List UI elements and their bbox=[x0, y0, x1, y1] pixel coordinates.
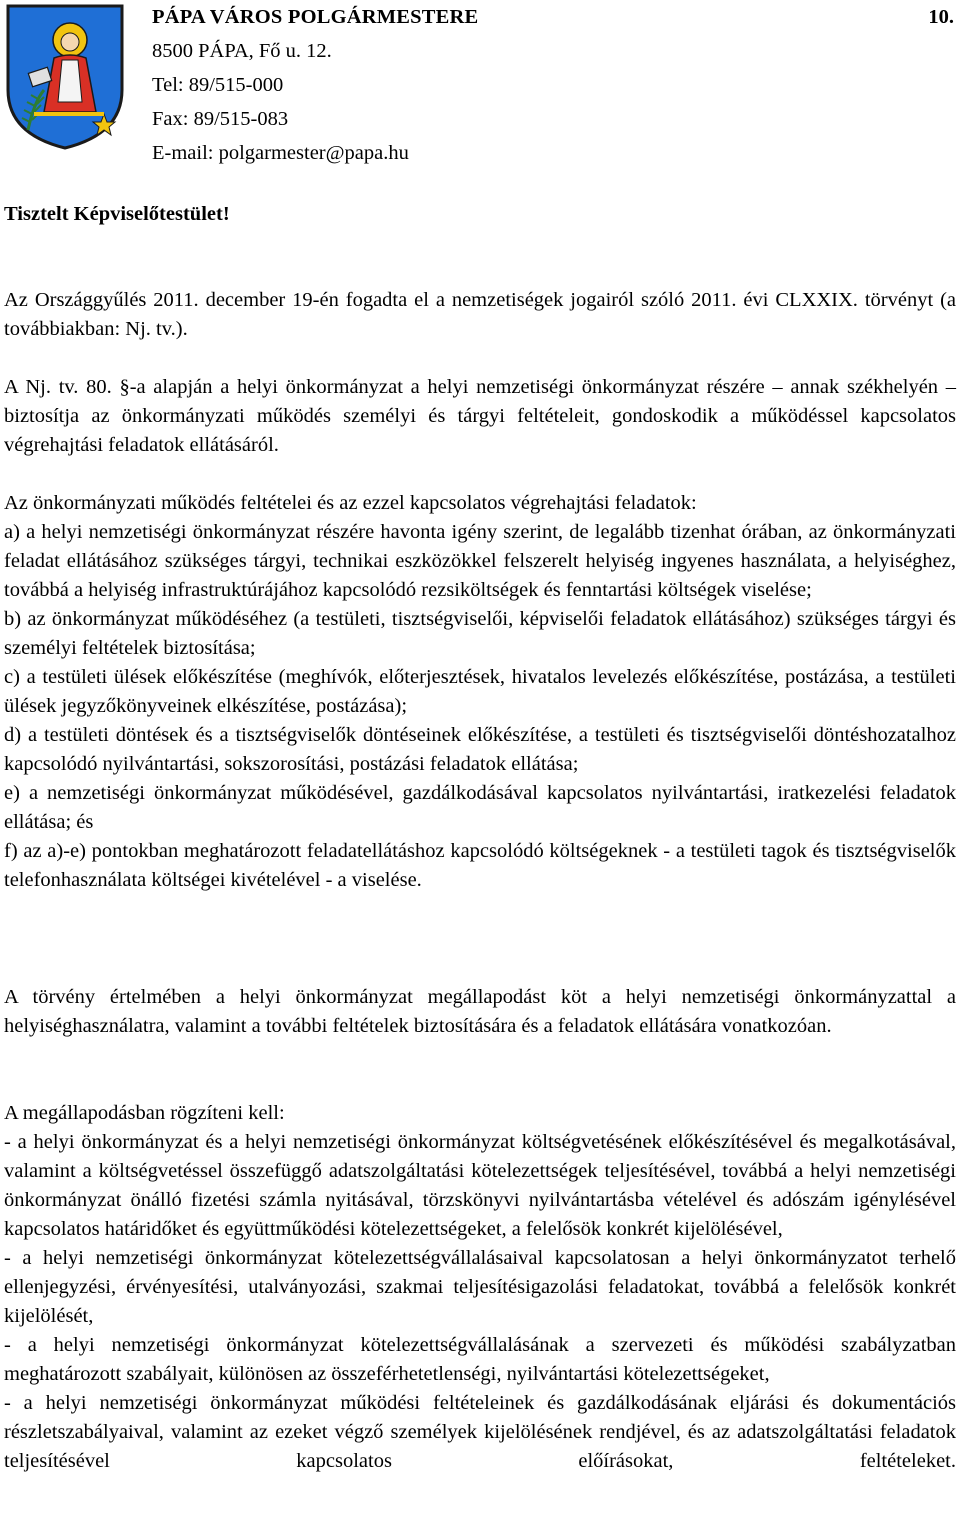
issuer-title: PÁPA VÁROS POLGÁRMESTERE bbox=[152, 6, 479, 28]
condition-item-f: f) az a)-e) pontokban meghatározott feladatellátáshoz kapcsolódó költségeknek - a testületi tagok és tisztségviselők telefonhasználata költségei kivételével - a viselése. bbox=[4, 840, 956, 891]
agreement-content-intro: A megállapodásban rögzíteni kell: bbox=[4, 1102, 285, 1124]
coat-of-arms-icon bbox=[4, 2, 126, 150]
section-80-text: A Nj. tv. 80. §-a alapján a helyi önkormányzat a helyi nemzetiségi önkormányzat részére – annak székhelyén – biztosítja az önkormányzati működés személyi és tárgyi feltételeit, gondoskodik a működéssel kapcsolatos végrehajtási feladatok ellátásáról. bbox=[4, 376, 956, 456]
conditions-section bbox=[4, 489, 956, 895]
condition-item-d: d) a testületi döntések és a tisztségviselők döntéseinek előkészítése, a testületi és tisztségviselői döntéshozatalhoz kapcsolódó nyilvántartási, sokszorosítási, postázási feladatok ellátása; bbox=[4, 724, 956, 775]
city-coat-of-arms bbox=[4, 2, 126, 150]
agreement-content-item: - a helyi önkormányzat és a helyi nemzetiségi önkormányzat költségvetésének előkészítésével és megalkotásával, valamint a költségvetéssel összefüggő adatszolgáltatási kötelezettségek teljesítésével, továbbá a helyi nemzetiségi önkormányzat önálló fizetési számla nyitásával, törzskönyvi nyilvántartásba vételével és adószám igénylésével kapcsolatos határidőket és együttműködési kötelezettségeket, a felelősök konkrét kijelölésével, bbox=[4, 1131, 956, 1240]
salutation: Tisztelt Képviselőtestület! bbox=[4, 203, 230, 225]
issuer-telephone: Tel: 89/515-000 bbox=[152, 74, 284, 96]
section-80-paragraph bbox=[4, 373, 956, 460]
issuer-address: 8500 PÁPA, Fő u. 12. bbox=[152, 40, 332, 62]
agreement-content-item: - a helyi nemzetiségi önkormányzat működési feltételeinek és gazdálkodásának eljárási és dokumentációs részletszabályaival, valamint az ezeket végző személyek kijelölésének rendjével, és az adatszolgáltatási feladatok teljesítésével kapcsolatos előírásokat, feltételeket. bbox=[4, 1392, 956, 1472]
page-number: 10. bbox=[928, 6, 954, 28]
condition-item-b: b) az önkormányzat működéséhez (a testületi, tisztségviselői, képviselői feladatok ellátásához) szükséges tárgyi és személyi feltételek biztosítása; bbox=[4, 608, 956, 659]
letterhead bbox=[152, 0, 952, 170]
agreement-content-section bbox=[4, 1099, 956, 1476]
agreement-paragraph bbox=[4, 983, 956, 1041]
condition-item-e: e) a nemzetiségi önkormányzat működésével, gazdálkodásával kapcsolatos nyilvántartási, iratkezelési feladatok ellátása; és bbox=[4, 782, 956, 833]
agreement-text: A törvény értelmében a helyi önkormányzat megállapodást köt a helyi nemzetiségi önkormányzattal a helyiséghasználatra, valamint a további feltételek biztosítására és a feladatok ellátására vonatkozóan. bbox=[4, 986, 956, 1037]
condition-item-c: c) a testületi ülések előkészítése (meghívók, előterjesztések, hivatalos levelezés előkészítése, postázása, a testületi ülések jegyzőkönyveinek elkészítése, postázása); bbox=[4, 666, 956, 717]
issuer-fax: Fax: 89/515-083 bbox=[152, 108, 289, 130]
condition-item-a: a) a helyi nemzetiségi önkormányzat részére havonta igény szerint, de legalább tizenhat órában, az önkormányzati feladat ellátásához szükséges tárgyi, technikai eszközökkel felszerelt helyiség ingyenes használata, a helyiséghez, továbbá a helyiség infrastruktúrájához kapcsolódó rezsiköltségek és fenntartási költségek viselése; bbox=[4, 521, 956, 601]
conditions-intro: Az önkormányzati működés feltételei és az ezzel kapcsolatos végrehajtási feladatok: bbox=[4, 492, 697, 514]
intro-text: Az Országgyűlés 2011. december 19-én fogadta el a nemzetiségek jogairól szóló 2011. évi CLXXIX. törvényt (a továbbiakban: Nj. tv.). bbox=[4, 289, 956, 340]
agreement-content-item: - a helyi nemzetiségi önkormányzat kötelezettségvállalásaival kapcsolatosan a helyi önkormányzatot terhelő ellenjegyzési, érvényesítési, utalványozási, szakmai teljesítésigazolási feladatokat, továbbá a felelősök konkrét kijelölését, bbox=[4, 1247, 956, 1327]
issuer-email: E-mail: polgarmester@papa.hu bbox=[152, 142, 409, 164]
agreement-content-item: - a helyi nemzetiségi önkormányzat kötelezettségvállalásának a szervezeti és működési szabályzatban meghatározott szabályait, különösen az összeférhetetlenségi, nyilvántartási kötelezettségeket, bbox=[4, 1334, 956, 1385]
intro-paragraph bbox=[4, 286, 956, 344]
